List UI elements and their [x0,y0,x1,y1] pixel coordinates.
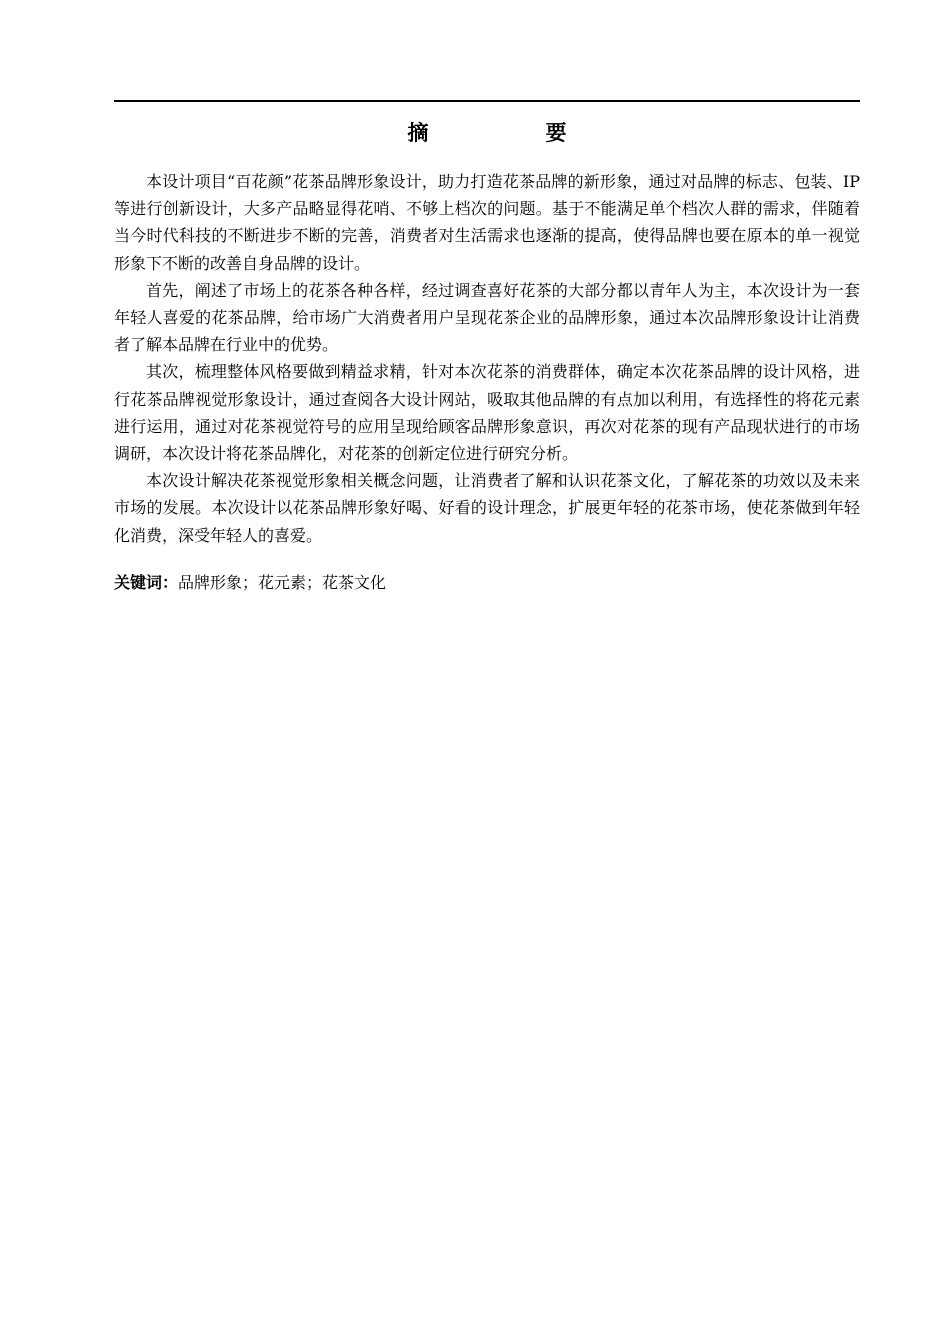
keywords-value: 品牌形象；花元素；花茶文化 [178,572,387,592]
abstract-body [114,168,860,549]
keywords-line [114,569,860,596]
abstract-paragraph: 本次设计解决花茶视觉形象相关概念问题，让消费者了解和认识花茶文化，了解花茶的功效以及未来市场的发展。本次设计以花茶品牌形象好喝、好看的设计理念，扩展更年轻的花茶市场，使花茶做到年轻化消费，深受年轻人的喜爱。 [114,471,860,545]
abstract-paragraph: 其次，梳理整体风格要做到精益求精，针对本次花茶的消费群体，确定本次花茶品牌的设计风格，进行花茶品牌视觉形象设计，通过查阅各大设计网站，吸取其他品牌的有点加以利用，有选择性的将花元素进行运用，通过对花茶视觉符号的应用呈现给顾客品牌形象意识，再次对花茶的现有产品现状进行的市场调研，本次设计将花茶品牌化，对花茶的创新定位进行研究分析。 [114,362,860,464]
abstract-paragraph: 本设计项目“百花颜”花茶品牌形象设计，助力打造花茶品牌的新形象，通过对品牌的标志、包装、IP等进行创新设计，大多产品略显得花哨、不够上档次的问题。基于不能满足单个档次人群的需求，伴随着当今时代科技的不断进步不断的完善，消费者对生活需求也逐渐的提高，使得品牌也要在原本的单一视觉形象下不断的改善自身品牌的设计。 [114,172,860,273]
header-rule [114,100,860,102]
keywords-label: 关键词： [114,572,179,592]
abstract-paragraph: 首先，阐述了市场上的花茶各种各样，经过调查喜好花茶的大部分都以青年人为主，本次设计为一套年轻人喜爱的花茶品牌，给市场广大消费者用户呈现花茶企业的品牌形象，通过本次品牌形象设计让消费者了解本品牌在行业中的优势。 [114,280,860,355]
abstract-page [114,100,860,596]
abstract-title: 摘 要 [407,121,615,145]
